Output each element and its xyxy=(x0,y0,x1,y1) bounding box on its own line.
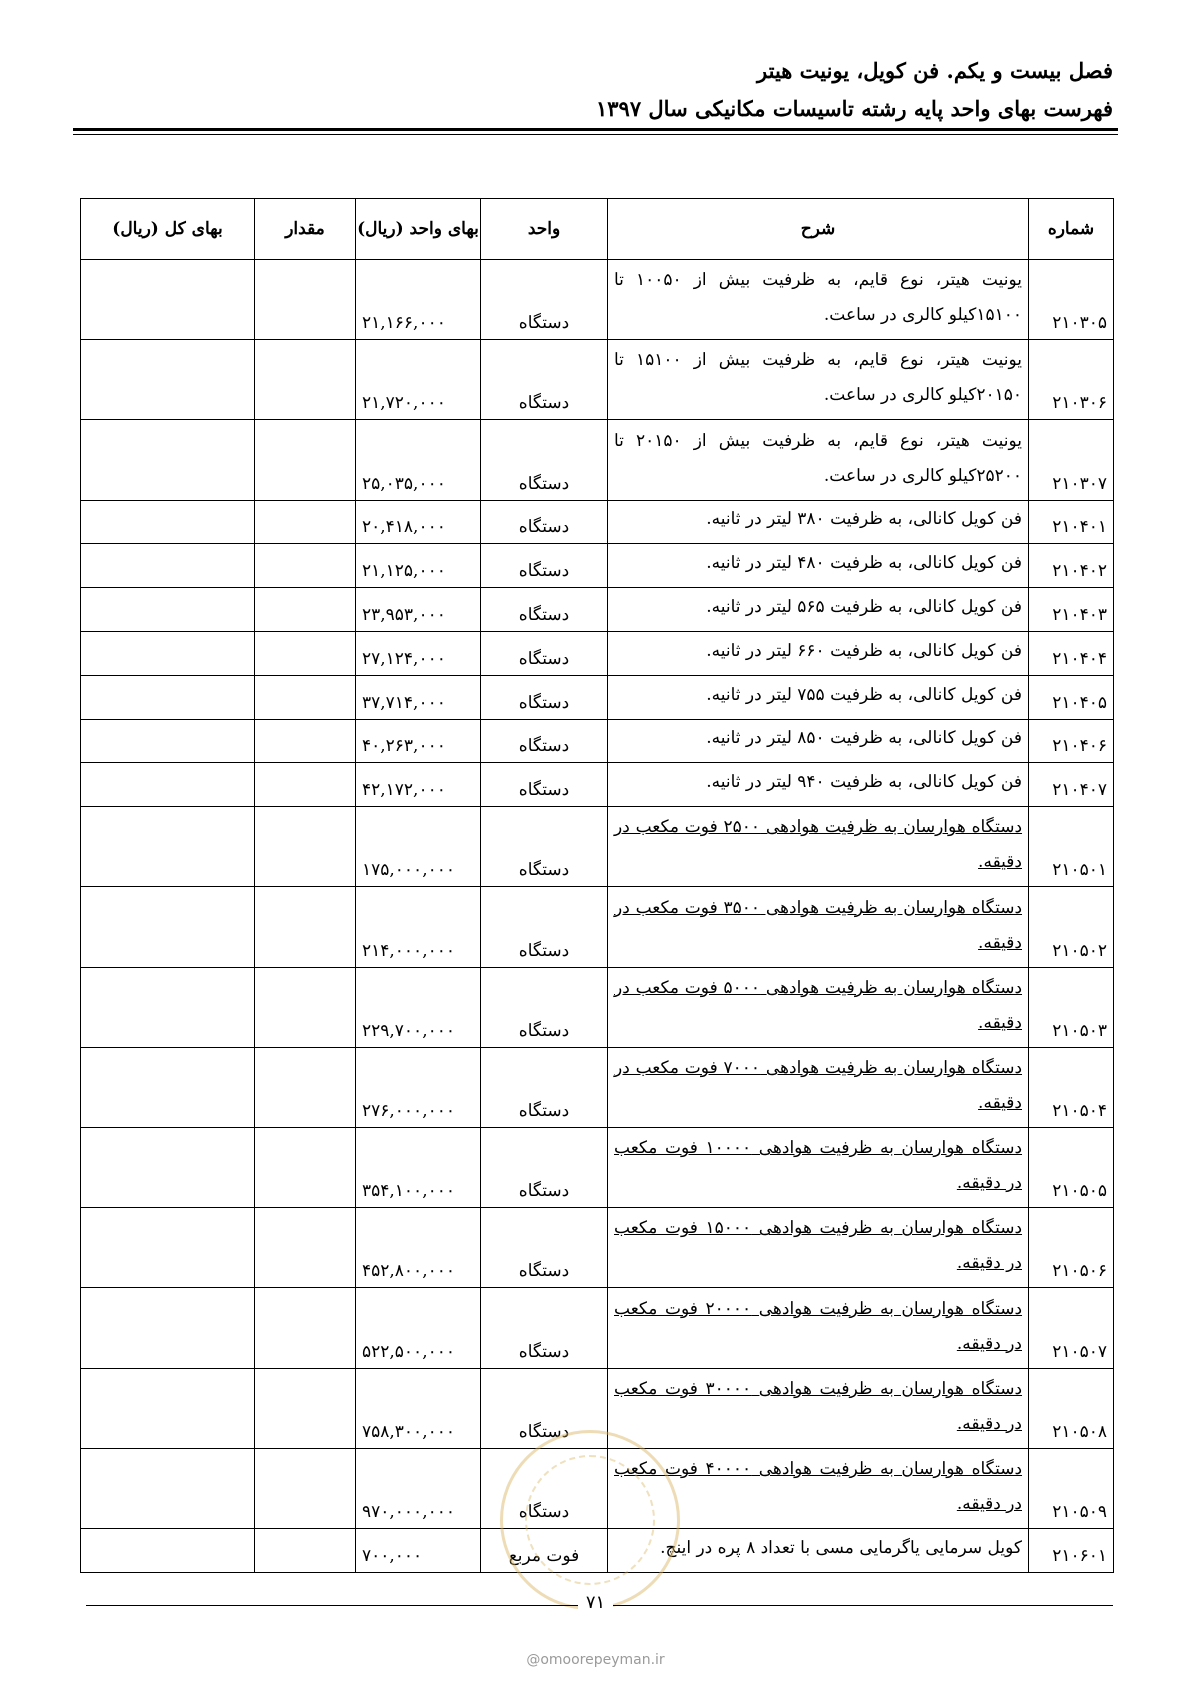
table-row xyxy=(81,1448,1114,1528)
item-unit-price-text: ۲۷,۱۲۴,۰۰۰ xyxy=(362,648,446,669)
item-total-price xyxy=(81,763,255,807)
header-description: شرح xyxy=(608,199,1029,260)
item-unit xyxy=(481,500,608,544)
item-total-price xyxy=(81,544,255,588)
item-quantity xyxy=(255,420,356,500)
page-number: ۷۱ xyxy=(578,1592,613,1613)
item-description-text: فن کویل کانالی، به ظرفیت ۹۴۰ لیتر در ثانیه. xyxy=(706,772,1022,793)
item-unit-price xyxy=(356,632,481,676)
item-unit xyxy=(481,1208,608,1288)
item-code xyxy=(1029,1448,1114,1528)
item-unit xyxy=(481,260,608,340)
item-description-text: کویل سرمایی یاگرمایی مسی با تعداد ۸ پره در اینچ. xyxy=(660,1538,1022,1558)
item-code xyxy=(1029,763,1114,807)
item-description xyxy=(608,260,1029,340)
item-description-text: فن کویل کانالی، به ظرفیت ۵۶۵ لیتر در ثانیه. xyxy=(706,597,1022,617)
item-unit-text: دستگاه xyxy=(518,1341,570,1362)
header-unit-price: بهای واحد (ریال) xyxy=(356,199,481,260)
item-unit-price xyxy=(356,1448,481,1528)
item-total-price xyxy=(81,1047,255,1127)
table-row xyxy=(81,500,1114,544)
item-unit xyxy=(481,719,608,763)
table-row xyxy=(81,588,1114,632)
item-unit-price xyxy=(356,500,481,544)
item-unit xyxy=(481,1529,608,1573)
item-unit-price-text: ۳۵۴,۱۰۰,۰۰۰ xyxy=(362,1181,455,1202)
item-unit xyxy=(481,807,608,887)
item-unit-price-text: ۳۷,۷۱۴,۰۰۰ xyxy=(362,692,446,713)
item-quantity xyxy=(255,807,356,887)
item-code xyxy=(1029,1047,1114,1127)
table-header-row xyxy=(81,199,1114,260)
item-code xyxy=(1029,675,1114,719)
table-row xyxy=(81,887,1114,967)
item-unit-text: دستگاه xyxy=(518,517,570,538)
item-unit-text: دستگاه xyxy=(518,692,570,713)
item-code-text: ۲۱۰۵۰۱ xyxy=(1052,860,1107,881)
item-unit xyxy=(481,1128,608,1208)
item-total-price xyxy=(81,675,255,719)
item-code-text: ۲۱۰۵۰۸ xyxy=(1052,1421,1107,1442)
item-description-text: فن کویل کانالی، به ظرفیت ۳۸۰ لیتر در ثانیه. xyxy=(706,509,1022,530)
item-unit-price-text: ۴۲,۱۷۲,۰۰۰ xyxy=(362,780,446,801)
table-row xyxy=(81,1288,1114,1368)
item-unit-price-text: ۵۲۲,۵۰۰,۰۰۰ xyxy=(362,1341,455,1362)
item-description-text: فن کویل کانالی، به ظرفیت ۷۵۵ لیتر در ثانیه. xyxy=(706,684,1022,705)
item-unit xyxy=(481,967,608,1047)
item-unit-price xyxy=(356,887,481,967)
item-code xyxy=(1029,1288,1114,1368)
table-row xyxy=(81,340,1114,420)
item-unit-price-text: ۲۵,۰۳۵,۰۰۰ xyxy=(362,473,446,494)
item-unit-price xyxy=(356,763,481,807)
item-total-price xyxy=(81,500,255,544)
item-unit-text: دستگاه xyxy=(518,1502,570,1523)
table-row xyxy=(81,1208,1114,1288)
item-description-text: دستگاه هوارسان به ظرفیت هوادهی ۳۵۰۰ فوت مکعب در دقیقه. xyxy=(614,897,1023,953)
item-unit-text: دستگاه xyxy=(518,561,570,582)
item-description xyxy=(608,1208,1029,1288)
item-unit-text: دستگاه xyxy=(518,1261,570,1282)
item-description xyxy=(608,967,1029,1047)
item-description xyxy=(608,807,1029,887)
item-code-text: ۲۱۰۳۰۶ xyxy=(1052,393,1107,414)
item-total-price xyxy=(81,1288,255,1368)
item-quantity xyxy=(255,544,356,588)
item-unit-price xyxy=(356,1128,481,1208)
item-total-price xyxy=(81,1208,255,1288)
item-total-price xyxy=(81,807,255,887)
item-unit-price xyxy=(356,544,481,588)
header-code: شماره xyxy=(1029,199,1114,260)
item-total-price xyxy=(81,1128,255,1208)
item-code-text: ۲۱۰۵۰۳ xyxy=(1052,1020,1107,1041)
item-code xyxy=(1029,1208,1114,1288)
item-description xyxy=(608,588,1029,632)
item-description xyxy=(608,1368,1029,1448)
item-code-text: ۲۱۰۵۰۴ xyxy=(1052,1101,1107,1121)
item-unit-price xyxy=(356,1368,481,1448)
item-unit-price-text: ۲۱۴,۰۰۰,۰۰۰ xyxy=(362,940,455,961)
item-description xyxy=(608,719,1029,763)
item-description-text: دستگاه هوارسان به ظرفیت هوادهی ۲۵۰۰ فوت مکعب در دقیقه. xyxy=(614,817,1023,873)
item-code-text: ۲۱۰۵۰۲ xyxy=(1052,940,1107,961)
table-row xyxy=(81,544,1114,588)
item-description-text: دستگاه هوارسان به ظرفیت هوادهی ۳۰۰۰۰ فوت مکعب در دقیقه. xyxy=(614,1378,1023,1434)
table-row xyxy=(81,807,1114,887)
item-unit xyxy=(481,588,608,632)
item-total-price xyxy=(81,1368,255,1448)
item-description-text: فن کویل کانالی، به ظرفیت ۸۵۰ لیتر در ثانیه. xyxy=(706,728,1022,749)
item-description-text: یونیت هیتر، نوع قایم، به ظرفیت بیش از ۱۰۰۵۰ تا ۱۵۱۰۰کیلو کالری در ساعت. xyxy=(614,270,1022,326)
item-unit-price xyxy=(356,588,481,632)
item-unit-text: دستگاه xyxy=(518,1181,570,1202)
item-total-price xyxy=(81,1529,255,1573)
item-code xyxy=(1029,588,1114,632)
item-unit xyxy=(481,544,608,588)
page-number-container xyxy=(0,1592,1191,1613)
item-description xyxy=(608,1128,1029,1208)
item-unit-price-text: ۲۱,۱۲۵,۰۰۰ xyxy=(362,561,446,582)
item-code xyxy=(1029,632,1114,676)
item-quantity xyxy=(255,1368,356,1448)
header-rule-thick xyxy=(73,128,1118,131)
item-description xyxy=(608,500,1029,544)
item-unit-price xyxy=(356,420,481,500)
item-description xyxy=(608,675,1029,719)
item-code xyxy=(1029,1368,1114,1448)
item-unit-text: دستگاه xyxy=(518,313,570,334)
item-description xyxy=(608,1047,1029,1127)
item-unit-price xyxy=(356,1208,481,1288)
item-total-price xyxy=(81,887,255,967)
price-list-table xyxy=(80,198,1114,1573)
item-code xyxy=(1029,807,1114,887)
item-total-price xyxy=(81,719,255,763)
item-total-price xyxy=(81,1448,255,1528)
item-unit-price-text: ۴۵۲,۸۰۰,۰۰۰ xyxy=(362,1261,455,1282)
item-unit xyxy=(481,632,608,676)
item-description-text: دستگاه هوارسان به ظرفیت هوادهی ۱۰۰۰۰ فوت مکعب در دقیقه. xyxy=(614,1138,1023,1194)
item-unit-price-text: ۲۱,۷۲۰,۰۰۰ xyxy=(362,393,446,414)
item-quantity xyxy=(255,588,356,632)
item-code xyxy=(1029,887,1114,967)
item-unit-price-text: ۲۱,۱۶۶,۰۰۰ xyxy=(362,313,446,334)
item-unit xyxy=(481,675,608,719)
table-row xyxy=(81,719,1114,763)
item-code xyxy=(1029,544,1114,588)
item-code-text: ۲۱۰۴۰۷ xyxy=(1052,780,1107,801)
item-code-text: ۲۱۰۵۰۵ xyxy=(1052,1181,1107,1202)
item-code-text: ۲۱۰۵۰۶ xyxy=(1052,1261,1107,1282)
item-unit xyxy=(481,340,608,420)
item-description-text: دستگاه هوارسان به ظرفیت هوادهی ۷۰۰۰ فوت مکعب در دقیقه. xyxy=(614,1058,1023,1113)
item-code-text: ۲۱۰۴۰۵ xyxy=(1052,692,1107,713)
item-description xyxy=(608,1529,1029,1573)
item-description xyxy=(608,544,1029,588)
item-unit-text: دستگاه xyxy=(518,1421,570,1442)
item-code xyxy=(1029,340,1114,420)
table-row xyxy=(81,1047,1114,1127)
item-code-text: ۲۱۰۳۰۵ xyxy=(1052,313,1107,334)
item-description-text: یونیت هیتر، نوع قایم، به ظرفیت بیش از ۱۵۱۰۰ تا ۲۰۱۵۰کیلو کالری در ساعت. xyxy=(614,350,1022,406)
item-code-text: ۲۱۰۵۰۹ xyxy=(1052,1502,1107,1523)
item-quantity xyxy=(255,1288,356,1368)
item-quantity xyxy=(255,1448,356,1528)
item-unit-text: دستگاه xyxy=(518,780,570,801)
header-quantity: مقدار xyxy=(255,199,356,260)
table-row xyxy=(81,763,1114,807)
item-code xyxy=(1029,260,1114,340)
item-total-price xyxy=(81,420,255,500)
item-quantity xyxy=(255,500,356,544)
item-unit-price-text: ۲۳,۹۵۳,۰۰۰ xyxy=(362,605,446,625)
website-watermark: @omoorepeyman.ir xyxy=(526,1652,665,1668)
table-body xyxy=(81,260,1114,1573)
header-unit: واحد xyxy=(481,199,608,260)
item-quantity xyxy=(255,887,356,967)
item-unit-text: دستگاه xyxy=(518,940,570,961)
item-total-price xyxy=(81,260,255,340)
item-code xyxy=(1029,967,1114,1047)
item-code-text: ۲۱۰۶۰۱ xyxy=(1052,1546,1107,1566)
item-description-text: دستگاه هوارسان به ظرفیت هوادهی ۱۵۰۰۰ فوت مکعب در دقیقه. xyxy=(614,1218,1023,1274)
item-unit-price xyxy=(356,1288,481,1368)
item-description xyxy=(608,763,1029,807)
item-description-text: دستگاه هوارسان به ظرفیت هوادهی ۴۰۰۰۰ فوت مکعب در دقیقه. xyxy=(614,1459,1023,1515)
item-description xyxy=(608,887,1029,967)
item-description xyxy=(608,1288,1029,1368)
item-code-text: ۲۱۰۴۰۲ xyxy=(1052,561,1107,582)
item-description-text: دستگاه هوارسان به ظرفیت هوادهی ۵۰۰۰ فوت مکعب در دقیقه. xyxy=(614,977,1023,1033)
item-unit-price-text: ۴۰,۲۶۳,۰۰۰ xyxy=(362,736,446,757)
item-code-text: ۲۱۰۴۰۶ xyxy=(1052,736,1107,757)
item-unit-price xyxy=(356,1047,481,1127)
item-unit-price-text: ۲۰,۴۱۸,۰۰۰ xyxy=(362,517,446,538)
item-total-price xyxy=(81,967,255,1047)
item-unit-text: دستگاه xyxy=(518,605,570,625)
item-unit-price-text: ۱۷۵,۰۰۰,۰۰۰ xyxy=(362,860,455,881)
item-quantity xyxy=(255,1529,356,1573)
item-unit-price-text: ۹۷۰,۰۰۰,۰۰۰ xyxy=(362,1502,455,1523)
item-quantity xyxy=(255,340,356,420)
item-unit xyxy=(481,887,608,967)
table-row xyxy=(81,675,1114,719)
table-row xyxy=(81,1529,1114,1573)
table-row xyxy=(81,260,1114,340)
item-unit-text: دستگاه xyxy=(518,473,570,494)
item-code-text: ۲۱۰۴۰۳ xyxy=(1052,605,1107,625)
item-quantity xyxy=(255,632,356,676)
item-total-price xyxy=(81,588,255,632)
item-unit-price xyxy=(356,967,481,1047)
item-unit-price-text: ۷۵۸,۳۰۰,۰۰۰ xyxy=(362,1421,455,1442)
item-description-text: فن کویل کانالی، به ظرفیت ۶۶۰ لیتر در ثانیه. xyxy=(706,640,1022,661)
item-description-text: فن کویل کانالی، به ظرفیت ۴۸۰ لیتر در ثانیه. xyxy=(706,553,1022,574)
item-code xyxy=(1029,1128,1114,1208)
item-description-text: یونیت هیتر، نوع قایم، به ظرفیت بیش از ۲۰۱۵۰ تا ۲۵۲۰۰کیلو کالری در ساعت. xyxy=(614,430,1022,486)
item-unit xyxy=(481,763,608,807)
item-quantity xyxy=(255,1208,356,1288)
item-unit-price xyxy=(356,719,481,763)
table-row xyxy=(81,420,1114,500)
item-unit-text: دستگاه xyxy=(518,736,570,757)
item-description xyxy=(608,1448,1029,1528)
item-unit xyxy=(481,1047,608,1127)
item-code xyxy=(1029,420,1114,500)
item-unit xyxy=(481,1448,608,1528)
item-total-price xyxy=(81,340,255,420)
item-quantity xyxy=(255,967,356,1047)
item-code xyxy=(1029,1529,1114,1573)
item-quantity xyxy=(255,1128,356,1208)
item-unit-price xyxy=(356,807,481,887)
item-code-text: ۲۱۰۴۰۴ xyxy=(1052,648,1107,669)
item-description xyxy=(608,340,1029,420)
item-unit-price-text: ۲۷۶,۰۰۰,۰۰۰ xyxy=(362,1101,455,1121)
item-quantity xyxy=(255,719,356,763)
item-code xyxy=(1029,500,1114,544)
item-unit-price xyxy=(356,340,481,420)
item-unit-text: دستگاه xyxy=(518,1101,570,1121)
document-title: فهرست بهای واحد پایه رشته تاسیسات مکانیکی سال ۱۳۹۷ xyxy=(595,96,1113,121)
item-unit-price xyxy=(356,260,481,340)
item-description xyxy=(608,420,1029,500)
chapter-title: فصل بیست و یکم. فن کویل، یونیت هیتر xyxy=(757,58,1113,83)
item-unit-price xyxy=(356,1529,481,1573)
item-unit-text: دستگاه xyxy=(518,393,570,414)
table-row xyxy=(81,632,1114,676)
table-row xyxy=(81,1368,1114,1448)
item-code-text: ۲۱۰۳۰۷ xyxy=(1052,473,1107,494)
item-quantity xyxy=(255,1047,356,1127)
item-description xyxy=(608,632,1029,676)
item-unit xyxy=(481,1368,608,1448)
table-row xyxy=(81,967,1114,1047)
item-quantity xyxy=(255,260,356,340)
item-code-text: ۲۱۰۵۰۷ xyxy=(1052,1341,1107,1362)
item-total-price xyxy=(81,632,255,676)
header-total-price: بهای کل (ریال) xyxy=(81,199,255,260)
item-unit-text: دستگاه xyxy=(518,1020,570,1041)
item-quantity xyxy=(255,763,356,807)
item-unit-text: دستگاه xyxy=(518,860,570,881)
item-description-text: دستگاه هوارسان به ظرفیت هوادهی ۲۰۰۰۰ فوت مکعب در دقیقه. xyxy=(614,1298,1023,1354)
item-quantity xyxy=(255,675,356,719)
item-unit-text: دستگاه xyxy=(518,648,570,669)
table-row xyxy=(81,1128,1114,1208)
item-unit xyxy=(481,420,608,500)
header-rule-thin xyxy=(73,134,1118,135)
item-unit-price xyxy=(356,675,481,719)
item-code-text: ۲۱۰۴۰۱ xyxy=(1052,517,1107,538)
item-unit-price-text: ۲۲۹,۷۰۰,۰۰۰ xyxy=(362,1020,455,1041)
item-unit-text: فوت مربع xyxy=(508,1546,580,1566)
item-unit-price-text: ۷۰۰,۰۰۰ xyxy=(362,1546,423,1566)
item-code xyxy=(1029,719,1114,763)
item-unit xyxy=(481,1288,608,1368)
